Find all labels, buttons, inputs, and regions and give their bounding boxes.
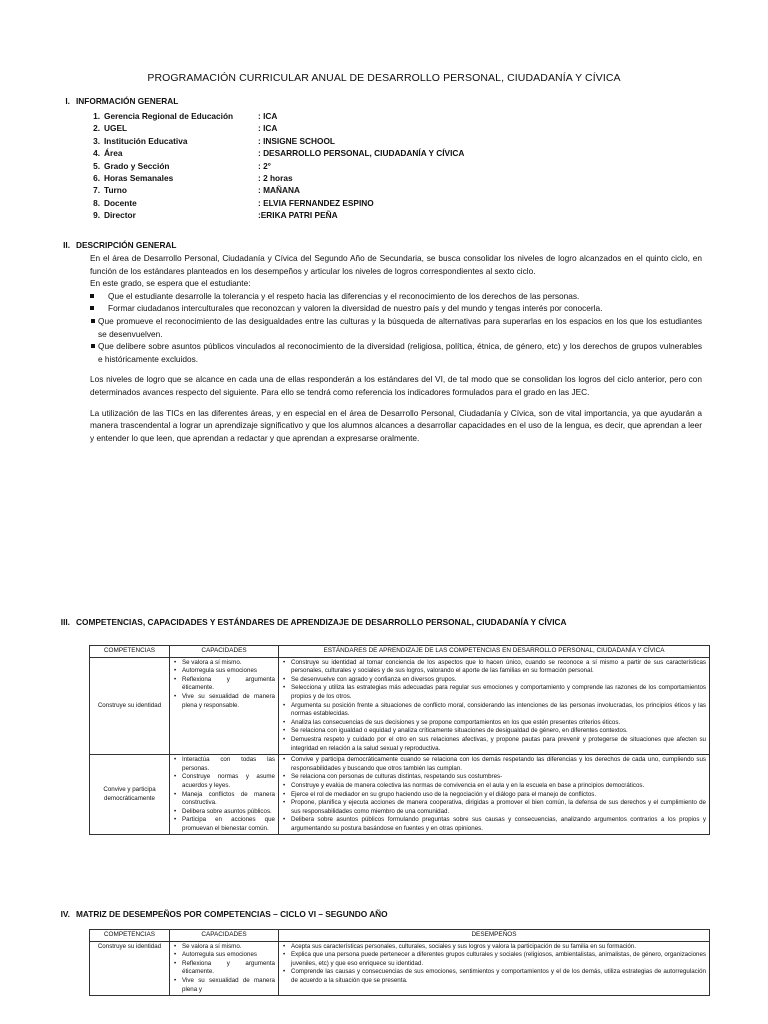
list-item: • Demuestra respeto y cuidado por el otro en sus relaciones afectivas, y propone pautas para prevenir y protegerse de situaciones que afecten su integridad en relación a la salud sexual y reproductiva.	[282, 736, 706, 753]
capacities-cell	[170, 755, 279, 835]
info-value: : 2°	[258, 160, 272, 171]
list-item-text: Formar ciudadanos interculturales que reconozcan y valoren la diversidad de nuestro país y del mundo y tengas interés por conocerla.	[108, 303, 603, 314]
info-row	[88, 147, 508, 159]
info-label: Gerencia Regional de Educación	[104, 111, 234, 121]
info-number: 7.	[93, 185, 100, 196]
list-item: • Construye su identidad al tomar conciencia de los aspectos que lo hacen único, cuando se reconoce a sí mismo a partir de sus características personales, culturales y sociales y de sus logros, valorando el aporte de las familias en su formación personal.	[282, 659, 706, 676]
competency-cell: Construye su identidad	[90, 657, 170, 755]
list-item: • Comprende las causas y consecuencias de sus emociones, sentimientos y comportamientos y el de los demás, utiliza estrategias de autorregulación de acuerdo a la situación que se presenta.	[282, 968, 706, 985]
section-title: COMPETENCIAS, CAPACIDADES Y ESTÁNDARES DE APRENDIZAJE DE DESARROLLO PERSONAL, CIUDADANÍA Y CÍVICA	[76, 617, 567, 627]
capacities-cell	[170, 941, 279, 996]
section-number: I.	[65, 96, 70, 106]
list-item-text: Que promueve el reconocimiento de las desigualdades entre las culturas y la búsqueda de alternativas para superarlas en los espacios en los que los estudiantes se desenvuelven.	[98, 315, 702, 339]
list-item: • Se relaciona con personas de culturas distintas, respetando sus costumbres-	[282, 773, 706, 782]
column-header: COMPETENCIAS	[90, 646, 170, 658]
general-info-list	[88, 110, 508, 222]
list-item: • Ejerce el rol de mediador en su grupo haciendo uso de la negociación y el diálogo para el manejo de conflictos.	[282, 791, 706, 800]
performance-cell	[279, 941, 710, 996]
list-item	[90, 290, 702, 303]
info-row	[88, 197, 508, 209]
list-item: • Argumenta su posición frente a situaciones de conflicto moral, considerando las intenciones de las personas involucradas, los principios éticos y las normas establecidas.	[282, 702, 706, 719]
info-value: : ICA	[258, 123, 278, 134]
info-label: Grado y Sección	[104, 160, 170, 171]
list-item-text: Que el estudiante desarrolle la tolerancia y el respeto hacia las diferencias y el reconocimiento de los derechos de las personas.	[108, 290, 580, 301]
info-number: 1.	[93, 111, 100, 121]
section-title: INFORMACIÓN GENERAL	[76, 96, 179, 106]
competency-cell: Convive y participa democráticamente	[90, 755, 170, 835]
table-row	[90, 755, 710, 835]
list-item: • Vive su sexualidad de manera plena y	[173, 977, 275, 994]
list-item: • Acepta sus características personales, culturales, sociales y sus logros y valora la participación de su familia en su formación.	[282, 943, 706, 952]
list-item	[90, 340, 702, 365]
performance-matrix-table	[89, 929, 710, 996]
info-row	[88, 172, 508, 184]
competencies-standards-table	[89, 645, 710, 835]
info-number: 3.	[93, 135, 100, 146]
info-label: UGEL	[104, 123, 128, 134]
section-title: DESCRIPCIÓN GENERAL	[76, 240, 177, 250]
info-row	[88, 110, 508, 122]
list-item: • Construye normas y asume acuerdos y leyes.	[173, 773, 275, 790]
info-value: : ICA	[258, 111, 278, 121]
description-paragraph: La utilización de las TICs en las diferentes áreas, y en especial en el área de Desarrollo Personal, Ciudadanía y Cívica, son de vital importancia, ya que ayudarán a manera trascendental a lograr un aprendizaje significativo y que los alumnos alcances a desarrollar capacidades en el uso de la lengua, es decir, que aprendan a leer y entender lo que leen, que aprendan a redactar y que aprendan a expresarse oralmente.	[90, 407, 702, 443]
section-title: MATRIZ DE DESEMPEÑOS POR COMPETENCIAS – CICLO VI – SEGUNDO AÑO	[76, 909, 388, 919]
section-number: IV.	[60, 909, 70, 919]
table-header-row	[90, 646, 710, 658]
document-title: PROGRAMACIÓN CURRICULAR ANUAL DE DESARROLLO PERSONAL, CIUDADANÍA Y CÍVICA	[147, 72, 621, 84]
square-bullet-icon	[91, 344, 95, 348]
info-number: 4.	[93, 148, 100, 159]
list-item: • Selecciona y utiliza las estrategias más adecuadas para regular sus emociones y comportamiento y comprende las razones de los comportamientos propios y de los otros.	[282, 684, 706, 701]
section-number: II.	[63, 240, 70, 250]
list-item	[90, 302, 702, 315]
square-bullet-icon	[90, 294, 94, 298]
info-label: Director	[104, 210, 136, 221]
info-label: Turno	[104, 185, 127, 196]
info-number: 2.	[93, 123, 100, 134]
column-header: DESEMPEÑOS	[279, 930, 710, 942]
description-paragraph: En este grado, se espera que el estudiante:	[90, 278, 251, 289]
list-item: • Participa en acciones que promuevan el bienestar común.	[173, 816, 275, 833]
list-item: • Construye y evalúa de manera colectiva las normas de convivencia en el aula y en la escuela en base a principios democráticos.	[282, 782, 706, 791]
info-number: 9.	[93, 210, 100, 221]
list-item: • Se valora a sí mismo.	[173, 659, 275, 668]
list-item: • Analiza las consecuencias de sus decisiones y se propone comportamientos en los que estén presentes criterios éticos.	[282, 719, 706, 728]
list-item: • Reflexiona y argumenta éticamente.	[173, 676, 275, 693]
info-row	[88, 160, 508, 172]
column-header: CAPACIDADES	[170, 930, 279, 942]
standards-cell	[279, 657, 710, 755]
list-item: • Autorregula sus emociones	[173, 951, 275, 960]
list-item: • Interactúa con todas las personas.	[173, 756, 275, 773]
column-header: COMPETENCIAS	[90, 930, 170, 942]
list-item-text: Que delibere sobre asuntos públicos vinculados al reconocimiento de la diversidad (religiosa, política, étnica, de género, etc) y los derechos de grupos vulnerables e históricamente excluidos.	[98, 341, 702, 364]
section-4-heading	[50, 909, 388, 919]
list-item: • Autorregula sus emociones	[173, 667, 275, 676]
general-description	[90, 252, 702, 444]
info-value: : DESARROLLO PERSONAL, CIUDADANÍA Y CÍVICA	[258, 148, 465, 159]
list-item: • Vive su sexualidad de manera plena y responsable.	[173, 693, 275, 710]
info-value: : ELVIA FERNANDEZ ESPINO	[258, 197, 374, 208]
column-header: ESTÁNDARES DE APRENDIZAJE DE LAS COMPETENCIAS EN DESARROLLO PERSONAL, CIUDADANÍA Y CÍVICA	[279, 646, 710, 658]
list-item: • Maneja conflictos de manera constructiva.	[173, 791, 275, 808]
info-label: Docente	[104, 197, 137, 208]
info-value: : 2 horas	[258, 172, 293, 183]
column-header: CAPACIDADES	[170, 646, 279, 658]
info-number: 6.	[93, 172, 100, 183]
info-row	[88, 184, 508, 196]
info-value: :ERIKA PATRI PEÑA	[258, 210, 338, 221]
description-paragraph: Los niveles de logro que se alcance en cada una de ellas responderán a los estándares del VI, de tal modo que se consolidan los logros del ciclo anterior, pero con determinados avances respecto del siguiente. Para ello se tendrá como referencia los indicadores formulados para el grado en las JEC.	[90, 374, 702, 397]
info-label: Horas Semanales	[104, 172, 174, 183]
info-value: : INSIGNE SCHOOL	[258, 135, 335, 146]
table-row	[90, 941, 710, 996]
list-item: • Explica que una persona puede pertenecer a diferentes grupos culturales y sociales (religiosos, ambientalistas, animalistas, de género, organizaciones juveniles, etc) y que eso enriquece su identidad.	[282, 951, 706, 968]
square-bullet-icon	[91, 319, 95, 323]
description-paragraph: En el área de Desarrollo Personal, Ciudadanía y Cívica del Segundo Año de Secundaria, se busca consolidar los niveles de logro alcanzados en el quinto ciclo, en función de los estándares planteados en los desempeños y articular los niveles de logros correspondientes al sexto ciclo.	[90, 253, 702, 276]
info-row	[88, 122, 508, 134]
info-value: : MAÑANA	[258, 185, 300, 196]
info-number: 8.	[93, 197, 100, 208]
info-label: Institución Educativa	[104, 135, 188, 146]
section-1-heading	[50, 96, 178, 106]
list-item: • Se valora a sí mismo.	[173, 943, 275, 952]
info-label: Área	[104, 148, 123, 159]
section-3-heading	[50, 617, 567, 627]
section-2-heading	[50, 240, 177, 250]
capacities-cell	[170, 657, 279, 755]
standards-cell	[279, 755, 710, 835]
list-item	[90, 315, 702, 340]
list-item: • Se desenvuelve con agrado y confianza en diversos grupos.	[282, 676, 706, 685]
list-item: • Convive y participa democráticamente cuando se relaciona con los demás respetando las diferencias y los derechos de cada uno, cumpliendo sus responsabilidades y buscando que otros también las cumplan.	[282, 756, 706, 773]
competency-cell: Construye su identidad	[90, 941, 170, 996]
info-row	[88, 209, 508, 221]
info-row	[88, 135, 508, 147]
list-item: • Se relaciona con igualdad o equidad y analiza críticamente situaciones de desigualdad de género, en diferentes contextos.	[282, 727, 706, 736]
list-item: • Propone, planifica y ejecuta acciones de manera cooperativa, dirigidas a promover el bien común, la defensa de sus derechos y el cumplimiento de sus responsabilidades como miembro de una comunidad.	[282, 799, 706, 816]
section-number: III.	[60, 617, 70, 627]
table-row	[90, 657, 710, 755]
square-bullet-icon	[90, 306, 94, 310]
list-item: • Delibera sobre asuntos públicos.	[173, 808, 275, 817]
table-header-row	[90, 930, 710, 942]
list-item: • Reflexiona y argumenta éticamente.	[173, 960, 275, 977]
list-item: • Delibera sobre asuntos públicos formulando preguntas sobre sus causas y consecuencias, analizando argumentos contrarios a los propios y argumentando su postura basándose en fuentes y en otras opiniones.	[282, 816, 706, 833]
info-number: 5.	[93, 160, 100, 171]
